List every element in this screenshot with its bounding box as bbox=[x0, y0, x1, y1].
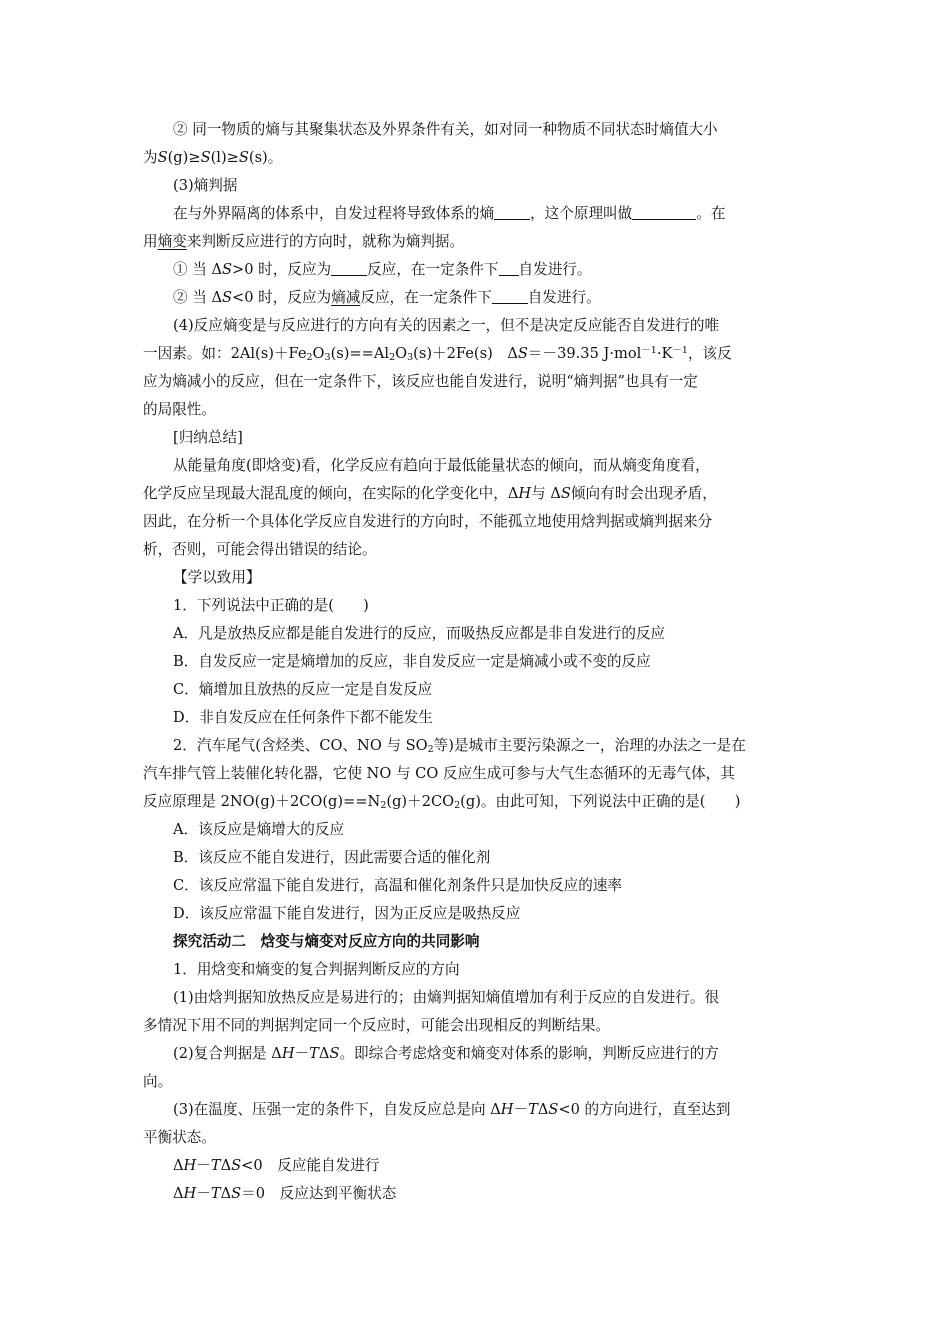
geq-sign: ≥ bbox=[188, 149, 201, 166]
text-line bbox=[143, 228, 815, 256]
temperature-symbol: T bbox=[528, 1101, 538, 1118]
enthalpy-symbol: H bbox=[281, 1045, 295, 1062]
section-heading bbox=[143, 564, 815, 592]
subscript: 2 bbox=[389, 352, 396, 363]
text: (l) bbox=[210, 149, 227, 166]
text: (3)熵判据 bbox=[173, 177, 238, 194]
text: 一因素。如：2Al(s)＋Fe bbox=[143, 345, 307, 362]
text: 【学以致用】 bbox=[173, 569, 261, 586]
fill-blank[interactable] bbox=[632, 204, 696, 220]
text: A．该反应是熵增大的反应 bbox=[173, 821, 345, 838]
text: ① 当 Δ bbox=[173, 261, 223, 278]
entropy-symbol: S bbox=[238, 149, 249, 166]
text-line bbox=[143, 396, 815, 424]
fill-blank[interactable] bbox=[494, 204, 530, 220]
criterion-line bbox=[143, 1180, 815, 1208]
superscript: －1 bbox=[672, 345, 688, 356]
text: 2．汽车尾气(含烃类、CO、NO 与 SO bbox=[173, 737, 428, 754]
section-heading bbox=[143, 424, 815, 452]
text: (1)由焓判据知放热反应是易进行的；由熵判据知熵值增加有利于反应的自发进行。很 bbox=[173, 989, 720, 1006]
answer-option[interactable] bbox=[143, 900, 815, 928]
section-heading bbox=[143, 172, 815, 200]
text-line bbox=[143, 368, 815, 396]
answer-option[interactable] bbox=[143, 704, 815, 732]
text: 探究活动二 焓变与熵变对反应方向的共同影响 bbox=[173, 933, 480, 950]
text: Δ bbox=[220, 1185, 232, 1202]
text: 。在 bbox=[696, 205, 726, 222]
text-line bbox=[143, 760, 815, 788]
text: 多情况下用不同的判据判定同一个反应时，可能会出现相反的判断结果。 bbox=[143, 1017, 611, 1034]
enthalpy-symbol: H bbox=[183, 1185, 197, 1202]
text: 自发进行。 bbox=[527, 289, 601, 306]
text: ② 同一物质的熵与其聚集状态及外界条件有关，如对同一种物质不同状态时熵值大小 bbox=[173, 121, 718, 138]
text: － bbox=[196, 1185, 211, 1202]
enthalpy-symbol: H bbox=[500, 1101, 514, 1118]
answer-option[interactable] bbox=[143, 620, 815, 648]
entropy-symbol: S bbox=[231, 1157, 242, 1174]
superscript: －1 bbox=[641, 345, 657, 356]
text-line bbox=[143, 536, 815, 564]
page-content bbox=[143, 116, 815, 1208]
subscript: 2 bbox=[380, 800, 387, 811]
text: D．非自发反应在任何条件下都不能发生 bbox=[173, 709, 433, 726]
subscript: 2 bbox=[454, 800, 461, 811]
text: 向。 bbox=[143, 1073, 173, 1090]
answer-option[interactable] bbox=[143, 844, 815, 872]
text-line bbox=[143, 984, 815, 1012]
text: <0 时，反应为 bbox=[232, 289, 332, 306]
text: ＝0 反应达到平衡状态 bbox=[241, 1185, 397, 1202]
text: － bbox=[513, 1101, 529, 1118]
entropy-symbol: S bbox=[548, 1101, 559, 1118]
text: 。即综合考虑焓变和熵变对体系的影响，判断反应进行的方 bbox=[339, 1045, 719, 1062]
text-line bbox=[143, 1096, 815, 1124]
text: 1．下列说法中正确的是( ) bbox=[173, 597, 369, 614]
text-line bbox=[143, 480, 815, 508]
text: Δ bbox=[173, 1157, 184, 1174]
text: (s)==Al bbox=[330, 345, 390, 362]
entropy-symbol: S bbox=[200, 149, 211, 166]
temperature-symbol: T bbox=[309, 1045, 319, 1062]
text: ② 当 Δ bbox=[173, 289, 223, 306]
text: 1．用焓变和熵变的复合判据判断反应的方向 bbox=[173, 961, 460, 978]
enthalpy-symbol: H bbox=[518, 485, 532, 502]
text: B．该反应不能自发进行，因此需要合适的催化剂 bbox=[173, 849, 491, 866]
text: ＝－39.35 J·mol bbox=[527, 345, 642, 362]
text: 反应，在一定条件下 bbox=[367, 261, 499, 278]
answer-option[interactable] bbox=[143, 676, 815, 704]
underlined-term: 熵减 bbox=[331, 289, 361, 306]
text: D．该反应常温下能自发进行，因为正反应是吸热反应 bbox=[173, 905, 521, 922]
text: － bbox=[294, 1045, 310, 1062]
text: (g) bbox=[167, 149, 189, 166]
text: 来判断反应进行的方向时，就称为熵判据。 bbox=[186, 233, 465, 250]
text: O bbox=[312, 345, 325, 362]
text: O bbox=[395, 345, 408, 362]
text-line bbox=[143, 452, 815, 480]
text: (4)反应熵变是与反应进行的方向有关的因素之一，但不是决定反应能否自发进行的唯 bbox=[173, 317, 720, 334]
activity-heading bbox=[143, 928, 815, 956]
entropy-symbol: S bbox=[157, 149, 168, 166]
text: <0 的方向进行，直至达到 bbox=[558, 1101, 731, 1118]
text-line bbox=[143, 1012, 815, 1040]
text: 自发进行。 bbox=[518, 261, 592, 278]
text: 反应原理是 2NO(g)＋2CO(g)==N bbox=[143, 793, 381, 810]
subscript: 2 bbox=[427, 744, 434, 755]
text: 汽车排气管上装催化转化器，它使 NO 与 CO 反应生成可参与大气生态循环的无毒气体，其 bbox=[143, 765, 735, 782]
text: 因此，在分析一个具体化学反应自发进行的方向时，不能孤立地使用焓判据或熵判据来分 bbox=[143, 513, 713, 530]
text: 的局限性。 bbox=[143, 401, 216, 418]
text: 等)是城市主要污染源之一，治理的办法之一是在 bbox=[433, 737, 746, 754]
text: － bbox=[196, 1157, 211, 1174]
subscript: 3 bbox=[407, 352, 414, 363]
underlined-term: 熵变 bbox=[157, 233, 187, 250]
text: 析，否则，可能会得出错误的结论。 bbox=[143, 541, 377, 558]
text: ，该反 bbox=[687, 345, 732, 362]
text: 平衡状态。 bbox=[143, 1129, 216, 1146]
fill-blank[interactable] bbox=[492, 288, 528, 304]
text: ·K bbox=[656, 345, 673, 362]
text: (2)复合判据是 Δ bbox=[173, 1045, 282, 1062]
temperature-symbol: T bbox=[210, 1157, 221, 1174]
text-line bbox=[143, 1040, 815, 1068]
text: A．凡是放热反应都是能自发进行的反应，而吸热反应都是非自发进行的反应 bbox=[173, 625, 666, 642]
text-line bbox=[143, 508, 815, 536]
text-line bbox=[143, 144, 815, 172]
text: 应为熵减小的反应，但在一定条件下，该反应也能自发进行，说明“熵判据”也具有一定 bbox=[143, 373, 698, 390]
text-line bbox=[143, 116, 815, 144]
question-stem bbox=[143, 592, 815, 620]
subscript: 3 bbox=[324, 352, 331, 363]
text: (g)＋2CO bbox=[386, 793, 455, 810]
text: Δ bbox=[318, 1045, 330, 1062]
question-stem bbox=[143, 732, 815, 760]
equation-line bbox=[143, 788, 815, 816]
text: (g)。由此可知，下列说法中正确的是( ) bbox=[460, 793, 741, 810]
answer-option[interactable] bbox=[143, 648, 815, 676]
entropy-symbol: S bbox=[517, 345, 528, 362]
subscript: 2 bbox=[306, 352, 313, 363]
text: >0 时，反应为 bbox=[232, 261, 332, 278]
text-line bbox=[143, 256, 815, 284]
text-line bbox=[143, 1068, 815, 1096]
text: Δ bbox=[173, 1185, 184, 1202]
text: [归纳总结] bbox=[173, 429, 243, 446]
temperature-symbol: T bbox=[210, 1185, 221, 1202]
text: 化学反应呈现最大混乱度的倾向，在实际的化学变化中，Δ bbox=[143, 485, 519, 502]
text: 反应，在一定条件下 bbox=[360, 289, 492, 306]
criterion-line bbox=[143, 1152, 815, 1180]
text: (3)在温度、压强一定的条件下，自发反应总是向 Δ bbox=[173, 1101, 501, 1118]
text: <0 反应能自发进行 bbox=[241, 1157, 380, 1174]
text: 用 bbox=[143, 233, 158, 250]
text: 倾向有时会出现矛盾， bbox=[570, 485, 717, 502]
text-line bbox=[143, 1124, 815, 1152]
text: 从能量角度(即焓变)看，化学反应有趋向于最低能量状态的倾向，而从熵变角度看， bbox=[173, 457, 710, 474]
answer-option[interactable] bbox=[143, 872, 815, 900]
text-line bbox=[143, 956, 815, 984]
text-line bbox=[143, 312, 815, 340]
entropy-symbol: S bbox=[222, 261, 233, 278]
text-line bbox=[143, 200, 815, 228]
entropy-symbol: S bbox=[329, 1045, 340, 1062]
text: (s)。 bbox=[248, 149, 283, 166]
entropy-symbol: S bbox=[222, 289, 233, 306]
text: C．该反应常温下能自发进行，高温和催化剂条件只是加快反应的速率 bbox=[173, 877, 622, 894]
text: ，这个原理叫做 bbox=[530, 205, 633, 222]
text: B．自发反应一定是熵增加的反应，非自发反应一定是熵减小或不变的反应 bbox=[173, 653, 651, 670]
text-line bbox=[143, 284, 815, 312]
fill-blank[interactable] bbox=[499, 260, 519, 276]
equation-line bbox=[143, 340, 815, 368]
text: 为 bbox=[143, 149, 158, 166]
text: Δ bbox=[537, 1101, 549, 1118]
text: Δ bbox=[220, 1157, 232, 1174]
text: 与 Δ bbox=[531, 485, 561, 502]
enthalpy-symbol: H bbox=[183, 1157, 197, 1174]
text: 在与外界隔离的体系中，自发过程将导致体系的熵 bbox=[173, 205, 495, 222]
text: C．熵增加且放热的反应一定是自发反应 bbox=[173, 681, 433, 698]
text: (s)＋2Fe(s) Δ bbox=[413, 345, 518, 362]
entropy-symbol: S bbox=[560, 485, 571, 502]
geq-sign: ≥ bbox=[226, 149, 239, 166]
entropy-symbol: S bbox=[231, 1185, 242, 1202]
fill-blank[interactable] bbox=[331, 260, 367, 276]
answer-option[interactable] bbox=[143, 816, 815, 844]
